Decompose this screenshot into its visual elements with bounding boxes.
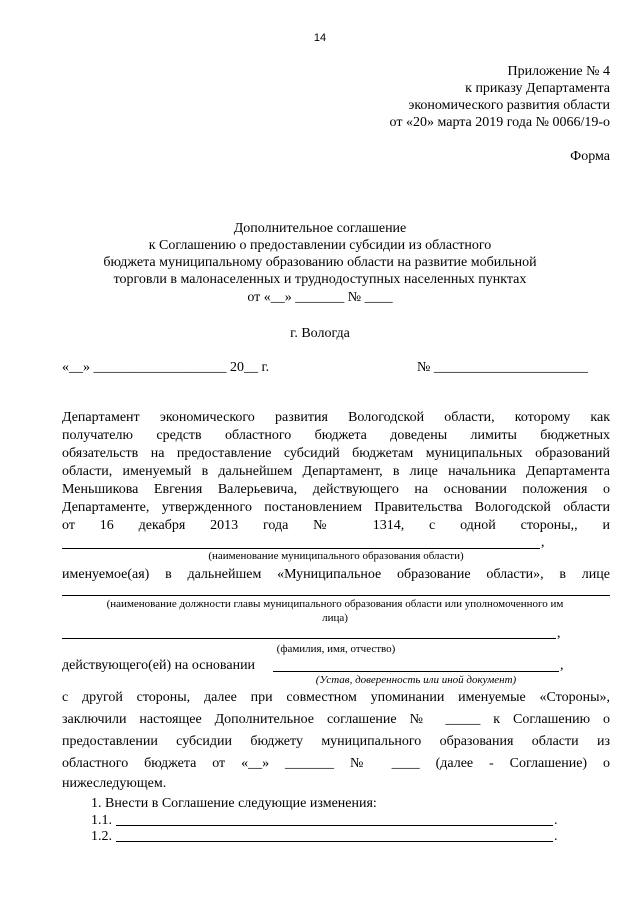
title-line-1: Дополнительное соглашение [233, 221, 407, 236]
para2-line-5: нижеследующем. [62, 776, 167, 791]
head-position-blank[interactable] [62, 595, 610, 596]
para1-line-6: Департаменте, утвержденного постановлением Правительства Вологодской области [62, 500, 610, 515]
caption-head-position-2: лица) [322, 612, 348, 624]
title-line-3: бюджета муниципальному образованию области на развитие мобильной [103, 255, 537, 270]
para2-line-1: с другой стороны, далее при совместном упоминании именуемые «Стороны», [62, 690, 610, 705]
caption-full-name: (фамилия, имя, отчество) [276, 643, 396, 655]
item-1-1-label: 1.1. [91, 813, 112, 828]
para1-line-5: Меньшикова Евгения Валерьевича, действующего на основании положения о [62, 482, 610, 497]
page-number: 14 [313, 32, 327, 44]
acting-label: действующего(ей) на основании [62, 658, 256, 673]
basis-blank-comma: , [560, 658, 564, 673]
appendix-line-1: Приложение № 4 [507, 64, 610, 79]
para1-line-4: области, именуемый в дальнейшем Департамент, в лице начальника Департамента [62, 464, 610, 479]
item-1-2-blank[interactable] [116, 841, 553, 842]
title-line-4: торговли в малонаселенных и труднодоступных населенных пунктах [113, 272, 527, 287]
title-line-5: от «__» _______ № ____ [247, 290, 393, 305]
item-1-1-blank[interactable] [116, 825, 553, 826]
title-line-2: к Соглашению о предоставлении субсидии из областного [148, 238, 492, 253]
para1-line-7: от 16 декабря 2013 года № 1314, с одной стороны,, и [62, 518, 610, 533]
named-line: именуемое(ая) в дальнейшем «Муниципальное образование области», в лице [62, 567, 610, 582]
agreement-number: № ______________________ [417, 360, 588, 375]
caption-head-position-1: (наименование должности главы муниципального образования области или уполномоченного им [106, 598, 564, 610]
para2-line-2: заключили настоящее Дополнительное соглашение № _____ к Соглашению о [62, 712, 610, 727]
para2-line-4: областного бюджета от «__» _______ № ____ (далее - Соглашение) о [62, 756, 610, 771]
municipality-blank-comma: , [541, 535, 545, 550]
appendix-line-2: к приказу Департамента [465, 81, 610, 96]
para2-line-3: предоставлении субсидии бюджету муниципального образования области из [62, 734, 610, 749]
basis-document-blank[interactable] [273, 671, 559, 672]
item-1: 1. Внести в Соглашение следующие изменения: [91, 796, 377, 811]
city: г. Вологда [290, 326, 350, 341]
item-1-2-label: 1.2. [91, 829, 112, 844]
para1-line-3: обязательств на предоставление субсидий бюджетам муниципальных образований [62, 446, 610, 461]
item-1-2-period: . [554, 829, 558, 844]
agreement-date: «__» ___________________ 20__ г. [62, 360, 270, 375]
para1-line-1: Департамент экономического развития Вологодской области, которому как [62, 410, 610, 425]
form-label: Форма [570, 149, 610, 164]
caption-municipality-name: (наименование муниципального образования области) [208, 550, 464, 562]
caption-basis-document: (Устав, доверенность или иной документ) [315, 674, 517, 686]
para1-line-2: получателю средств областного бюджета доведены лимиты бюджетных [62, 428, 610, 443]
full-name-blank[interactable] [62, 638, 556, 639]
appendix-line-3: экономического развития области [408, 98, 610, 113]
full-name-blank-comma: , [557, 626, 561, 641]
item-1-1-period: . [554, 813, 558, 828]
municipality-name-blank[interactable] [62, 548, 540, 549]
appendix-line-4: от «20» марта 2019 года № 0066/19-о [389, 115, 610, 130]
